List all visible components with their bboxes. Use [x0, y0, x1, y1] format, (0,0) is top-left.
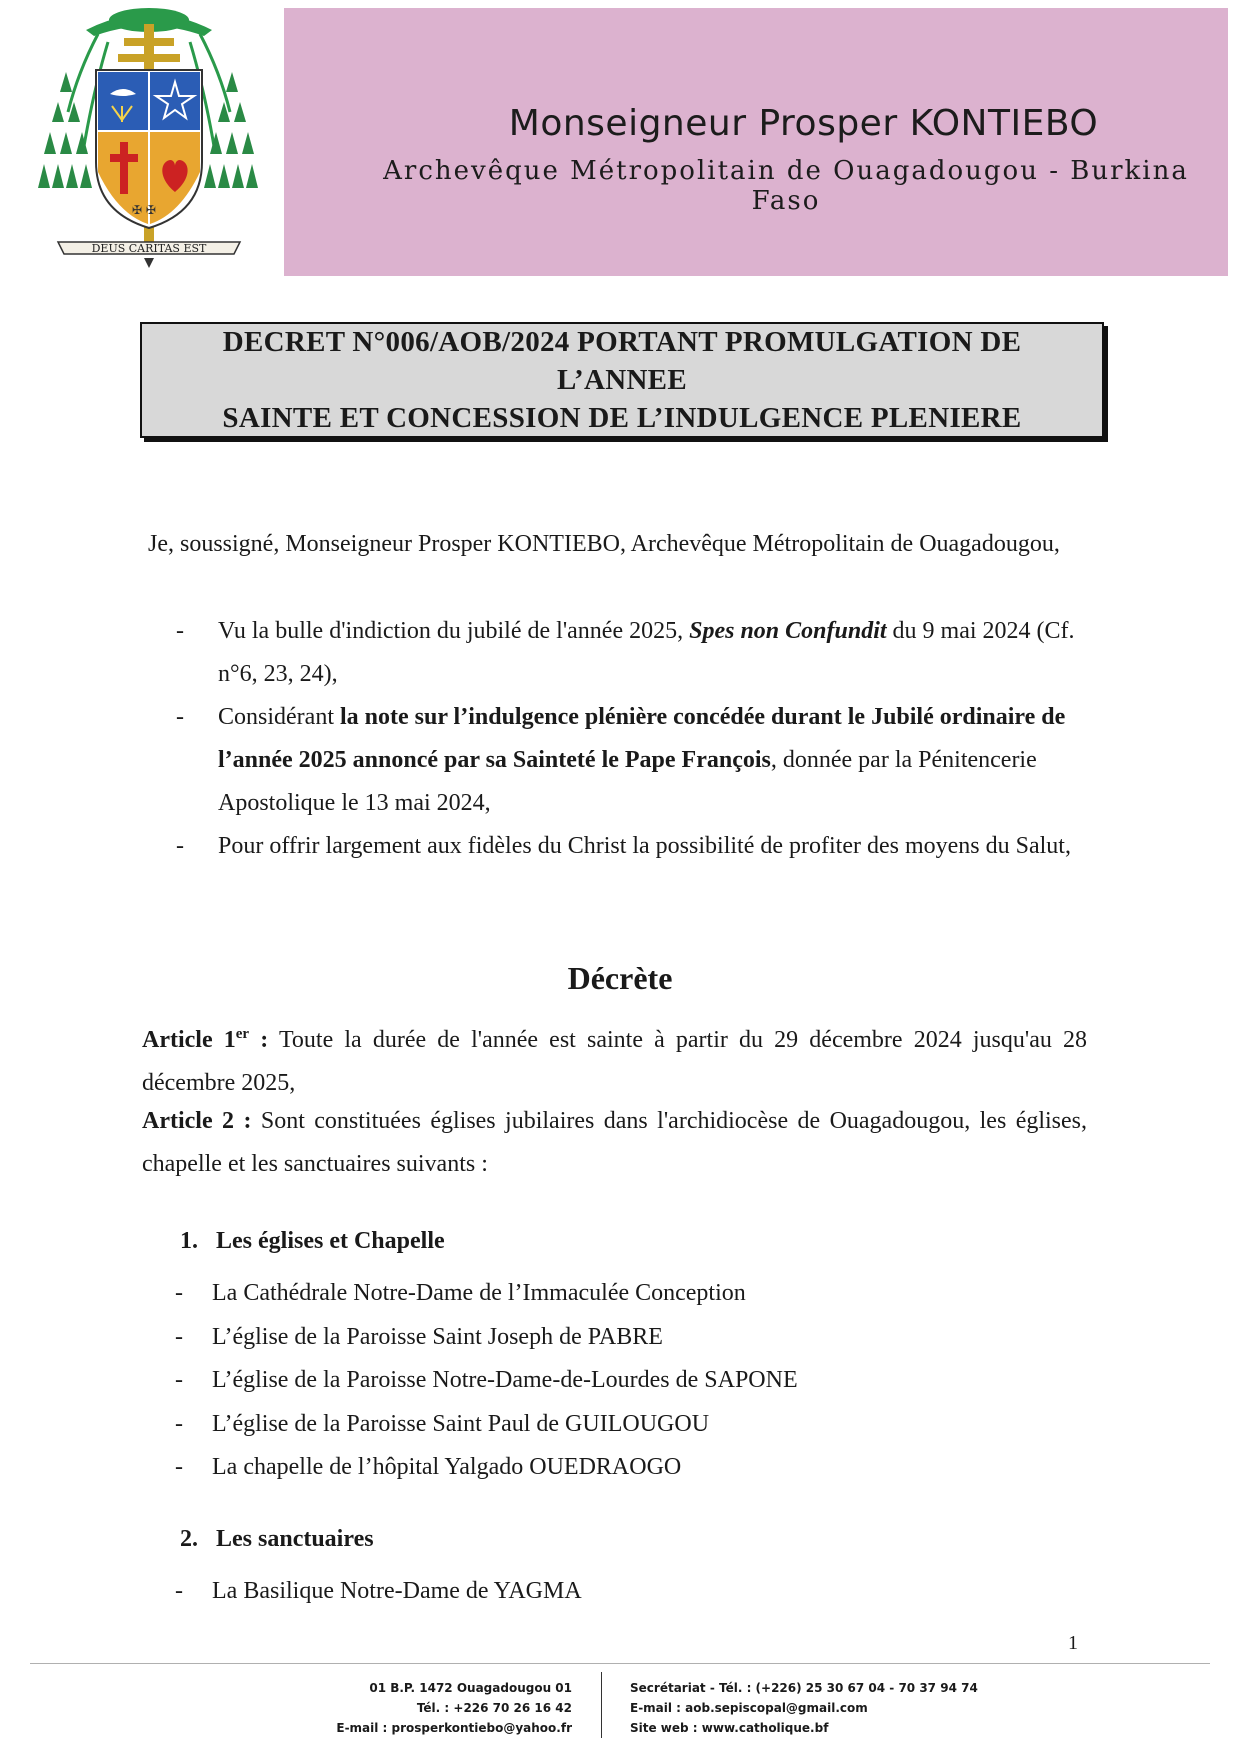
coat-motto: DEUS CARITAS EST: [91, 242, 207, 255]
churches-list: [175, 1272, 798, 1490]
list-item: - La Basilique Notre-Dame de YAGMA: [175, 1578, 582, 1604]
article-2: [142, 1100, 1087, 1186]
decree-title-box: [140, 322, 1104, 438]
decrete-heading: Décrète: [567, 960, 673, 996]
decree-title: [157, 323, 1087, 437]
footer-secretariat-email[interactable]: E-mail : aob.sepiscopal@gmail.com: [630, 1701, 868, 1715]
footer-address: 01 B.P. 1472 Ouagadougou 01 Tél. : +226 70 26 16 42 E-mail : prosperkontiebo@yahoo.fr: [300, 1678, 572, 1738]
section-sanctuaries-heading: 2. Les sanctuaires: [180, 1526, 374, 1552]
sanctuaries-list: [175, 1570, 582, 1614]
header-name: Monseigneur Prosper KONTIEBO: [508, 103, 1099, 144]
footer-contact: Secrétariat - Tél. : (+226) 25 30 67 04 - 70 37 94 74 E-mail : aob.sepiscopal@gmail.com Site web : www.catholique.bf: [630, 1678, 1130, 1738]
consideration-item: - Vu la bulle d'indiction du jubilé de l'année 2025, Spes non Confundit du 9 mai 2024 (Cf. n°6, 23, 24),: [176, 610, 1096, 696]
decree-title-line-1: DECRET N°006/AOB/2024 PORTANT PROMULGATION DE L’ANNEE: [222, 326, 1022, 396]
footer-email-link[interactable]: E-mail : prosperkontiebo@yahoo.fr: [336, 1721, 572, 1735]
list-item: - L’église de la Paroisse Notre-Dame-de-Lourdes de SAPONE: [175, 1367, 798, 1393]
list-item: - La Cathédrale Notre-Dame de l’Immaculée Conception: [175, 1280, 746, 1306]
consideration-item: - Considérant la note sur l’indulgence plénière concédée durant le Jubilé ordinaire de l’année 2025 annoncé par sa Sainteté le Pape François, donnée par la Pénitencerie Apostolique le 13 mai 2024,: [176, 696, 1096, 825]
list-item: - L’église de la Paroisse Saint Joseph de PABRE: [175, 1323, 663, 1350]
article-1-label: Article 1er :: [142, 1026, 269, 1053]
footer-divider-line: [30, 1663, 1210, 1664]
article-2-label: Article 2 :: [142, 1108, 252, 1134]
header-title: Archevêque Métropolitain de Ouagadougou - Burkina Faso: [383, 156, 1189, 216]
footer-website-link[interactable]: Site web : www.catholique.bf: [630, 1721, 829, 1735]
svg-text:✠ ✠: ✠ ✠: [132, 203, 156, 217]
considerations-list: [176, 610, 1096, 868]
article-2-text: Sont constituées églises jubilaires dans l'archidiocèse de Ouagadougou, les églises, chapelle et les sanctuaires suivants :: [142, 1108, 1088, 1177]
article-1: [142, 1013, 1087, 1105]
section-churches-heading: 1. Les églises et Chapelle: [180, 1228, 445, 1254]
bullet-dash: -: [176, 833, 184, 859]
list-item: - La chapelle de l’hôpital Yalgado OUEDRAOGO: [175, 1454, 682, 1480]
page-number: 1: [1068, 1632, 1078, 1654]
coat-of-arms-image: [38, 2, 260, 270]
bullet-dash: -: [176, 704, 184, 730]
note-title: la note sur l’indulgence plénière concédée durant le Jubilé ordinaire de l’année 2025 annoncé par sa Sainteté le Pape François: [218, 704, 1066, 773]
consideration-item: - Pour offrir largement aux fidèles du Christ la possibilité de profiter des moyens du Salut,: [176, 825, 1096, 868]
list-item: - L’église de la Paroisse Saint Paul de GUILOUGOU: [175, 1410, 710, 1437]
bull-title: Spes non Confundit: [689, 618, 887, 644]
footer-column-divider: [601, 1672, 602, 1738]
intro-paragraph: Je, soussigné, Monseigneur Prosper KONTIEBO, Archevêque Métropolitain de Ouagadougou,: [148, 531, 1060, 557]
header-band: [284, 8, 1228, 276]
bullet-dash: -: [176, 618, 184, 644]
article-1-text: Toute la durée de l'année est sainte à partir du 29 décembre 2024 jusqu'au 28 décembre 2025,: [142, 1027, 1087, 1096]
decree-title-line-2: SAINTE ET CONCESSION DE L’INDULGENCE PLENIERE: [222, 402, 1022, 434]
